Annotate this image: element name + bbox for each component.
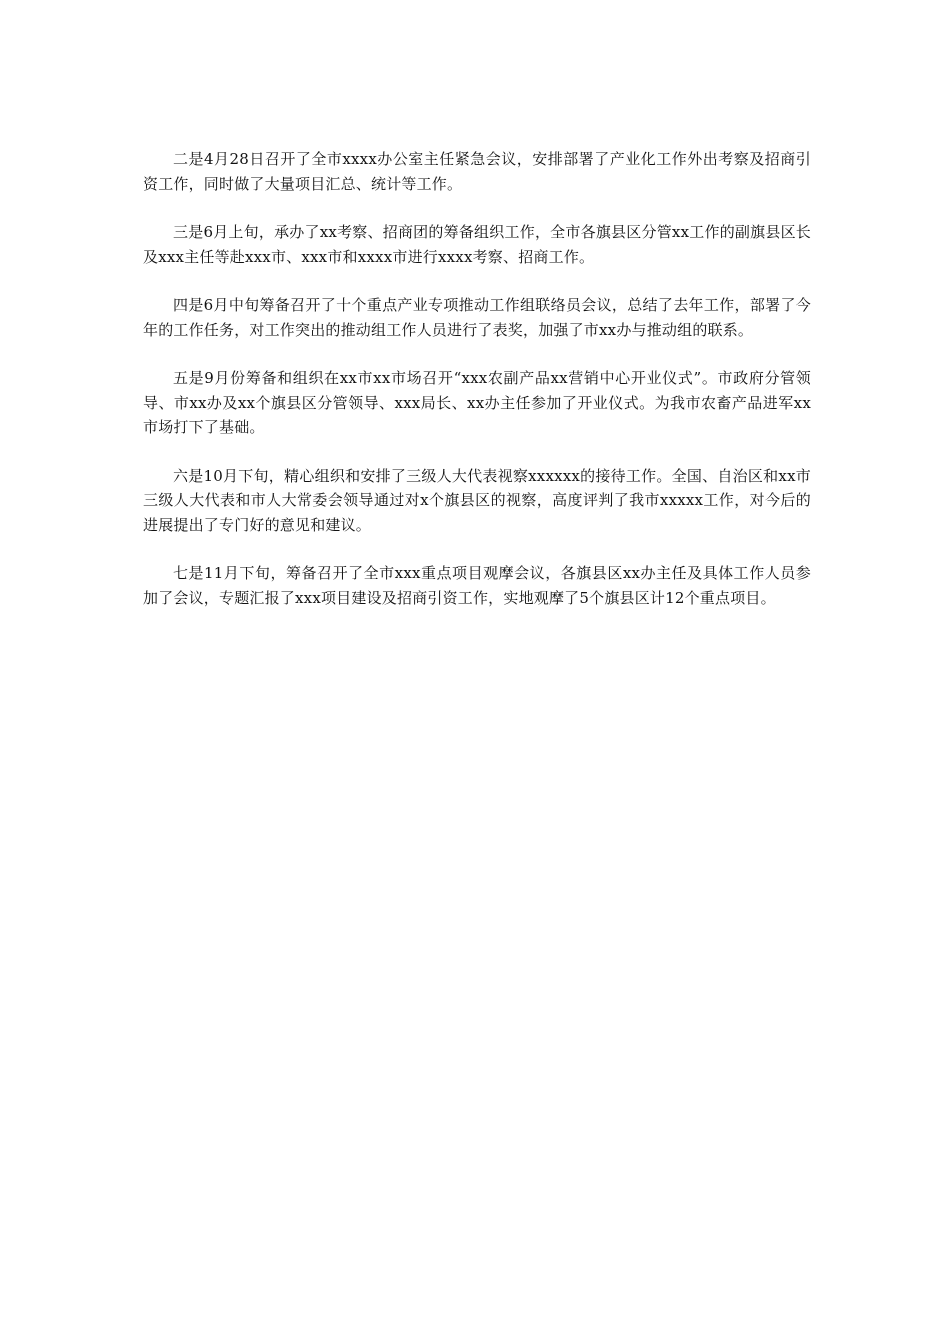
document-body — [143, 147, 811, 634]
paragraph-3: 三是6月上旬，承办了xx考察、招商团的筹备组织工作，全市各旗县区分管xx工作的副旗县区长及xxx主任等赴xxx市、xxx市和xxxx市进行xxxx考察、招商工作。 — [143, 223, 811, 266]
paragraph-7: 七是11月下旬，筹备召开了全市xxx重点项目观摩会议，各旗县区xx办主任及具体工作人员参加了会议，专题汇报了xxx项目建设及招商引资工作，实地观摩了5个旗县区计12个重点项目。 — [143, 564, 811, 607]
paragraph-6: 六是10月下旬，精心组织和安排了三级人大代表视察xxxxxx的接待工作。全国、自治区和xx市三级人大代表和市人大常委会领导通过对x个旗县区的视察，高度评判了我市xxxxx工作，对今后的进展提出了专门好的意见和建议。 — [143, 466, 811, 534]
paragraph-5: 五是9月份筹备和组织在xx市xx市场召开“xxx农副产品xx营销中心开业仪式”。市政府分管领导、市xx办及xx个旗县区分管领导、xxx局长、xx办主任参加了开业仪式。为我市农畜产品进军xx市场打下了基础。 — [143, 369, 811, 436]
paragraph-4: 四是6月中旬筹备召开了十个重点产业专项推动工作组联络员会议，总结了去年工作，部署了今年的工作任务，对工作突出的推动组工作人员进行了表奖，加强了市xx办与推动组的联系。 — [143, 296, 811, 339]
paragraph-2: 二是4月28日召开了全市xxxx办公室主任紧急会议，安排部署了产业化工作外出考察及招商引资工作，同时做了大量项目汇总、统计等工作。 — [143, 150, 811, 193]
